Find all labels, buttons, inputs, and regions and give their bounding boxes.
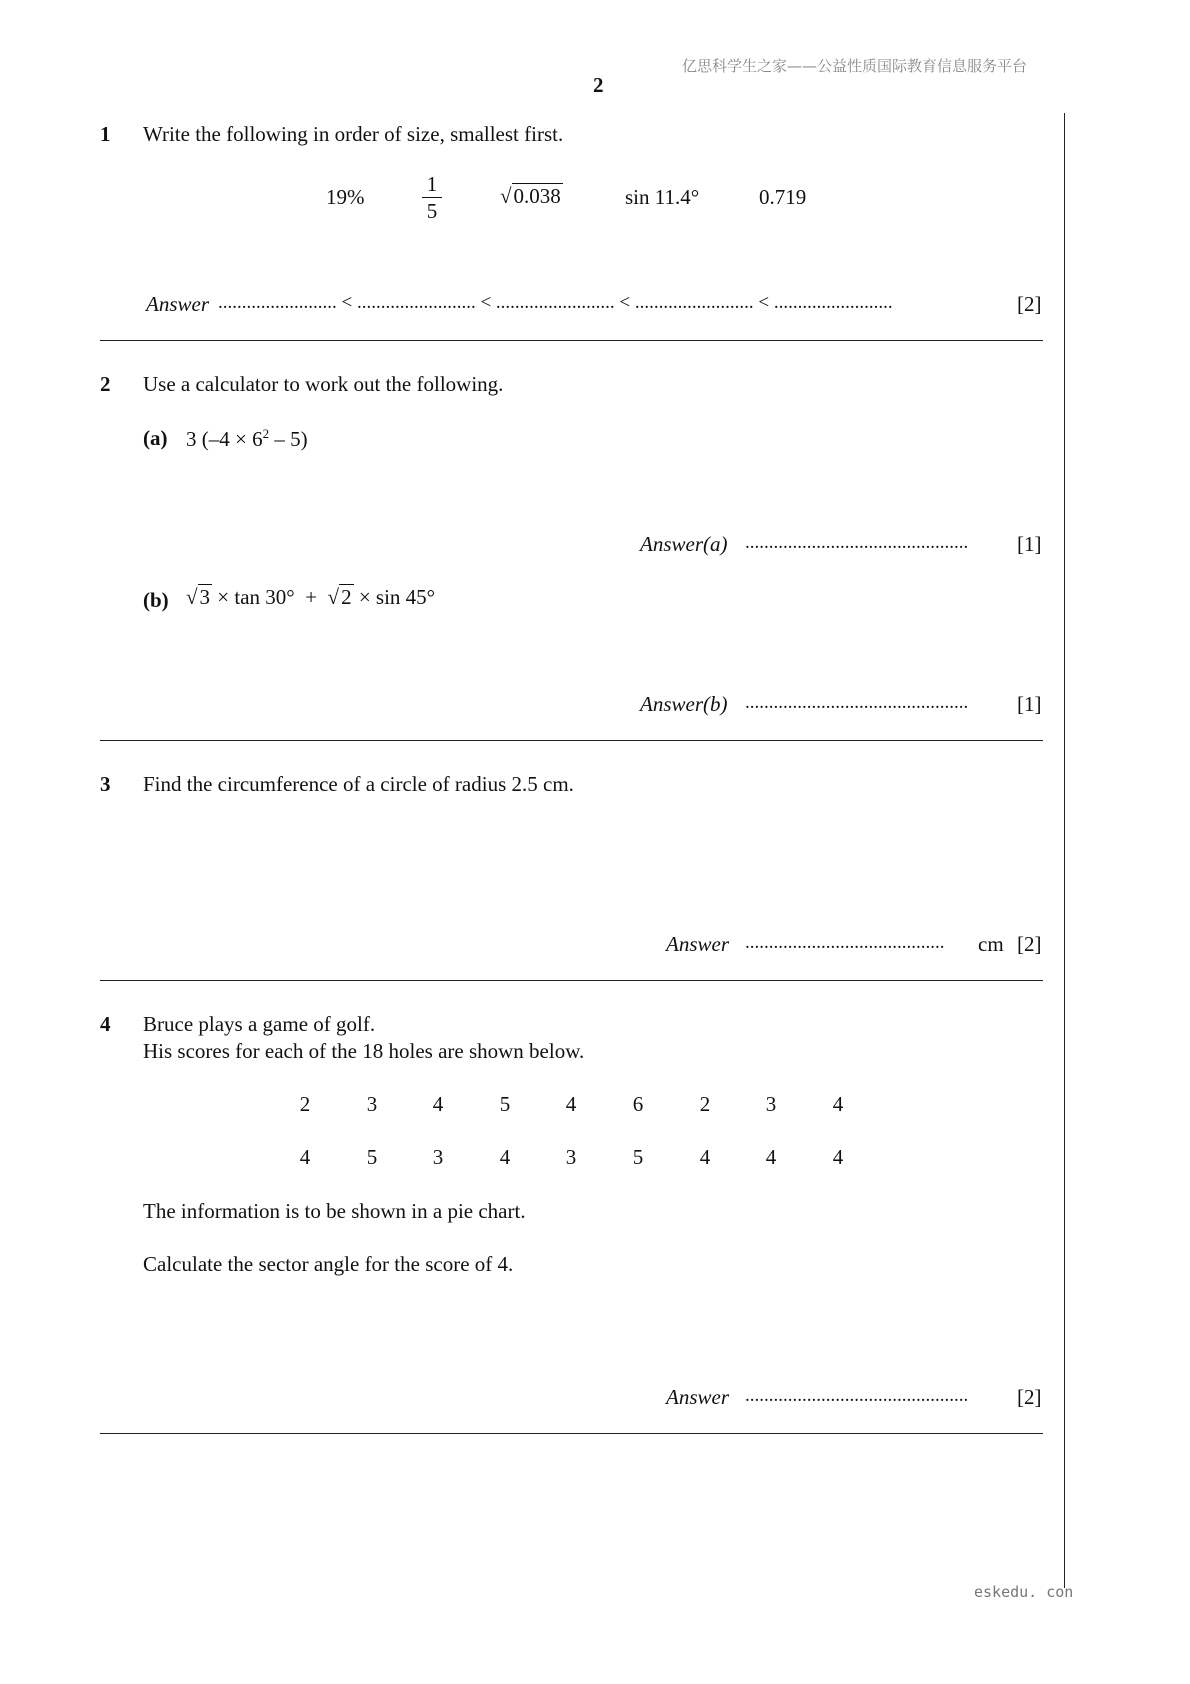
question-text: Find the circumference of a circle of radius 2.5 cm. bbox=[143, 772, 574, 796]
sqrt-radicand: 0.038 bbox=[513, 184, 561, 208]
score-cell: 3 bbox=[565, 1145, 577, 1169]
page-number: 2 bbox=[593, 73, 604, 97]
question-line-1: Bruce plays a game of golf. bbox=[143, 1012, 376, 1036]
answer-label: Answer bbox=[146, 292, 209, 316]
sqrt-symbol: √3 bbox=[186, 585, 211, 609]
divider bbox=[100, 1433, 1043, 1434]
question-line-2: His scores for each of the 18 holes are shown below. bbox=[143, 1039, 585, 1063]
score-cell: 5 bbox=[366, 1145, 378, 1169]
item-decimal: 0.719 bbox=[759, 185, 807, 209]
sqrt-radicand: 2 bbox=[341, 585, 352, 609]
divider bbox=[100, 980, 1043, 981]
answer-label: Answer bbox=[666, 932, 729, 956]
score-cell: 4 bbox=[699, 1145, 711, 1169]
watermark-top: 亿思科学生之家——公益性质国际教育信息服务平台 bbox=[682, 57, 1028, 75]
answer-b-label: Answer(b) bbox=[640, 692, 728, 716]
score-cell: 4 bbox=[832, 1092, 844, 1116]
marks: [1] bbox=[1017, 532, 1042, 556]
marks: [2] bbox=[1017, 292, 1042, 316]
expr-before: 3 (–4 × 6 bbox=[186, 427, 263, 451]
marks: [2] bbox=[1017, 1385, 1042, 1409]
marks: [1] bbox=[1017, 692, 1042, 716]
expr-after: – 5) bbox=[269, 427, 308, 451]
sqrt-symbol: √0.038 bbox=[500, 184, 561, 208]
question-number: 1 bbox=[100, 122, 111, 146]
item-sqrt bbox=[500, 183, 563, 209]
divider bbox=[100, 740, 1043, 741]
answer-label: Answer bbox=[666, 1385, 729, 1409]
score-cell: 5 bbox=[632, 1145, 644, 1169]
part-a-expression bbox=[186, 426, 308, 452]
item-percent: 19% bbox=[326, 185, 365, 209]
score-cell: 3 bbox=[765, 1092, 777, 1116]
score-cell: 4 bbox=[565, 1092, 577, 1116]
fraction-bar bbox=[422, 197, 442, 198]
question-number: 3 bbox=[100, 772, 111, 796]
expr-middle: × tan 30° + bbox=[212, 585, 328, 609]
score-cell: 4 bbox=[765, 1145, 777, 1169]
item-fraction bbox=[422, 172, 442, 223]
score-cell: 4 bbox=[299, 1145, 311, 1169]
part-a-label: (a) bbox=[143, 426, 168, 450]
question-number: 2 bbox=[100, 372, 111, 396]
score-cell: 4 bbox=[432, 1092, 444, 1116]
answer-a-label: Answer(a) bbox=[640, 532, 728, 556]
task-text: Calculate the sector angle for the score of 4. bbox=[143, 1252, 514, 1276]
divider bbox=[100, 340, 1043, 341]
part-b-label: (b) bbox=[143, 588, 169, 612]
part-b-expression bbox=[186, 584, 435, 610]
answer-line[interactable]: .......................................... bbox=[745, 932, 945, 953]
fraction-denominator: 5 bbox=[426, 199, 438, 223]
answer-line[interactable]: ............................................... bbox=[745, 1385, 969, 1406]
fraction-numerator: 1 bbox=[426, 172, 438, 196]
answer-line[interactable]: ......................... < ......................... < ......................... < ......................... < ......................... bbox=[218, 292, 893, 313]
unit: cm bbox=[978, 932, 1004, 956]
marks: [2] bbox=[1017, 932, 1042, 956]
sqrt-symbol: √2 bbox=[327, 585, 352, 609]
answer-b-line[interactable]: ............................................... bbox=[745, 692, 969, 713]
score-cell: 3 bbox=[432, 1145, 444, 1169]
right-margin-line bbox=[1064, 113, 1065, 1588]
question-number: 4 bbox=[100, 1012, 111, 1036]
score-cell: 2 bbox=[699, 1092, 711, 1116]
score-cell: 4 bbox=[499, 1145, 511, 1169]
sqrt-radicand: 3 bbox=[199, 585, 211, 609]
score-cell: 3 bbox=[366, 1092, 378, 1116]
score-cell: 6 bbox=[632, 1092, 644, 1116]
score-cell: 5 bbox=[499, 1092, 511, 1116]
answer-a-line[interactable]: ............................................... bbox=[745, 532, 969, 553]
score-cell: 2 bbox=[299, 1092, 311, 1116]
watermark-bottom: eskedu. con bbox=[974, 1583, 1074, 1601]
question-text: Use a calculator to work out the following. bbox=[143, 372, 504, 396]
score-cell: 4 bbox=[832, 1145, 844, 1169]
question-text: Write the following in order of size, smallest first. bbox=[143, 122, 564, 146]
info-text: The information is to be shown in a pie chart. bbox=[143, 1199, 526, 1223]
expr-end: × sin 45° bbox=[353, 585, 436, 609]
item-sine: sin 11.4° bbox=[625, 185, 700, 209]
exponent: 2 bbox=[262, 426, 270, 441]
